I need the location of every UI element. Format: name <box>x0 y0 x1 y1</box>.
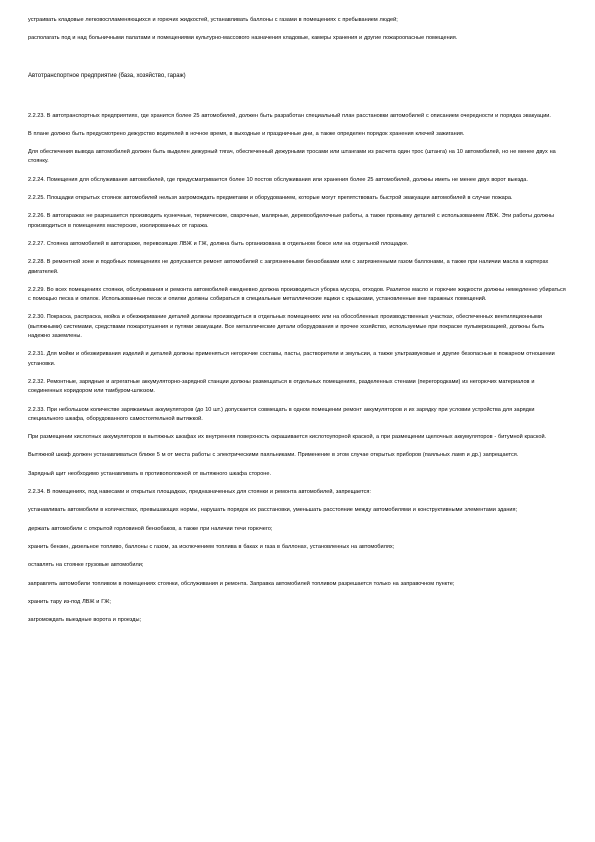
paragraph: 2.2.28. В ремонтной зоне и подобных помещениях не допускается ремонт автомобилей с загрязненными бензобаками или с загрязненными газом баллонами, а также при наличии масла в картерах двигателей. <box>28 259 549 275</box>
paragraph: загромождать выездные ворота и проезды; <box>28 617 142 624</box>
paragraph: 2.2.34. В помещениях, под навесами и открытых площадках, предназначенных для стоянки и ремонта автомобилей, запрещается: <box>28 489 371 496</box>
paragraph: 2.2.24. Помещения для обслуживания автомобилей, где предусматривается более 10 постов обслуживания или хранения более 25 автомобилей, должны иметь не менее двух ворот выезда. <box>28 176 528 183</box>
paragraph: Вытяжной шкаф должен устанавливаться ближе 5 м от места работы с электрическими паяльниками. Применение в этом случае открытых приборов (паяльных ламп и др.) запрещается. <box>28 452 519 459</box>
paragraph: 2.2.27. Стоянка автомобилей в автогараже, перевозящих ЛВЖ и ГЖ, должна быть организована в отдельном боксе или на отдельной площадке. <box>28 240 409 247</box>
paragraph: держать автомобили с открытой горловиной бензобаков, а также при наличии течи горючего; <box>28 525 273 532</box>
paragraph: 2.2.33. При небольшом количестве заряжаемых аккумуляторов (до 10 шт.) допускается совмещать в одном помещении ремонт аккумуляторов и их зарядку при условии устройства для зарядки специального шкафа, оборудованного самостоятельной вытяжкой. <box>28 406 535 422</box>
paragraph: хранить тару из-под ЛВЖ и ГЖ; <box>28 598 111 605</box>
paragraph: устанавливать автомобили в количествах, превышающих нормы, нарушать порядок их расстановки, уменьшать расстояние между автомобилями и конструктивными элементами здания; <box>28 507 518 514</box>
paragraph: заправлять автомобили топливом в помещениях стоянки, обслуживания и ремонта. Заправка автомобилей топливом разрешается только на заправочном пункте; <box>28 580 455 587</box>
section-heading: Автотранспортное предприятие (база, хозяйство, гараж) <box>28 72 186 79</box>
paragraph: оставлять на стоянке грузовые автомобили; <box>28 562 144 569</box>
paragraph: 2.2.29. Во всех помещениях стоянки, обслуживания и ремонта автомобилей ежедневно должна производиться уборка мусора, отходов. Разлитое масло и горючие жидкости должны немедленно убираться с помощью песка и опилок. Использованные песок и опилки должны собираться в специальные металлические ящики с крышками, установленные вне гаражных помещений. <box>28 286 566 303</box>
paragraph: хранить бензин, дизельное топливо, баллоны с газом, за исключением топлива в баках и газа в баллонах, установленных на автомобилях; <box>28 543 395 550</box>
paragraph: 2.2.30. Покраска, распраска, мойка и обезжиривание деталей должны производиться в отдельных помещениях или на обособленных производственных участках, обеспеченных вентиляционными (вытяжными) системами, средствами пожаротушения и путями эвакуации. Все металлические детали оборудования и прочее хозяйство, используемые при покраске пульверизацией, должны быть надежно заземлены. <box>28 314 545 340</box>
paragraph: 2.2.26. В автогаражах не разрешается производить кузнечные, термические, сварочные, малярные, деревообделочные работы, а также промывку деталей с использованием ЛВЖ. Эти работы должны производиться в помещениях мастерских, изолированных от гаража. <box>28 213 554 229</box>
paragraph: 2.2.31. Для мойки и обезжиривания изделий и деталей должны применяться негорючие составы, пасты, растворители и эмульсии, а также ультразвуковые и другие безопасные в пожарном отношении установки. <box>28 351 555 367</box>
paragraph: При размещении кислотных аккумуляторов в вытяжных шкафах их внутренняя поверхность окрашивается кислотоупорной краской, а при размещении щелочных аккумуляторов - битумной краской. <box>28 434 547 441</box>
paragraph: Для обеспечения вывода автомобилей должен быть выделен дежурный тягач, обеспеченный дежурными тросами или штангами из расчета один трос (штанга) на 10 автомобилей, но не менее двух на стоянку. <box>28 149 556 165</box>
paragraph: 2.2.32. Ремонтные, зарядные и агрегатные аккумуляторно-зарядной станции должны размещаться в отдельных помещениях, разделенных стенами (перегородками) из негорючих материалов и соединенных коридором или тамбуром-шлюзом. <box>28 378 535 395</box>
paragraph: Зарядный щит необходимо устанавливать в противоположной от вытяжного шкафа стороне. <box>28 470 271 477</box>
paragraph: 2.2.25. Площадки открытых стоянок автомобилей нельзя загромождать предметами и оборудованием, которые могут препятствовать быстрой эвакуации автомобилей в случае пожара. <box>28 195 513 202</box>
paragraph: 2.2.23. В автотранспортных предприятиях, где хранится более 25 автомобилей, должен быть разработан специальный план расстановки автомобилей с описанием очередности и порядка эвакуации. <box>28 112 551 119</box>
paragraph: располагать под и над больничными палатами и помещениями культурно-массового назначения кладовые, камеры хранения и другие пожароопасные помещения. <box>28 35 458 42</box>
paragraph: В плане должно быть предусмотрено дежурство водителей в ночное время, в выходные и праздничные дни, а также определен порядок хранения ключей зажигания. <box>28 130 465 137</box>
paragraph: устраивать кладовые легковоспламеняющихся и горючих жидкостей, устанавливать баллоны с газами в помещениях с пребыванием людей; <box>28 17 398 23</box>
